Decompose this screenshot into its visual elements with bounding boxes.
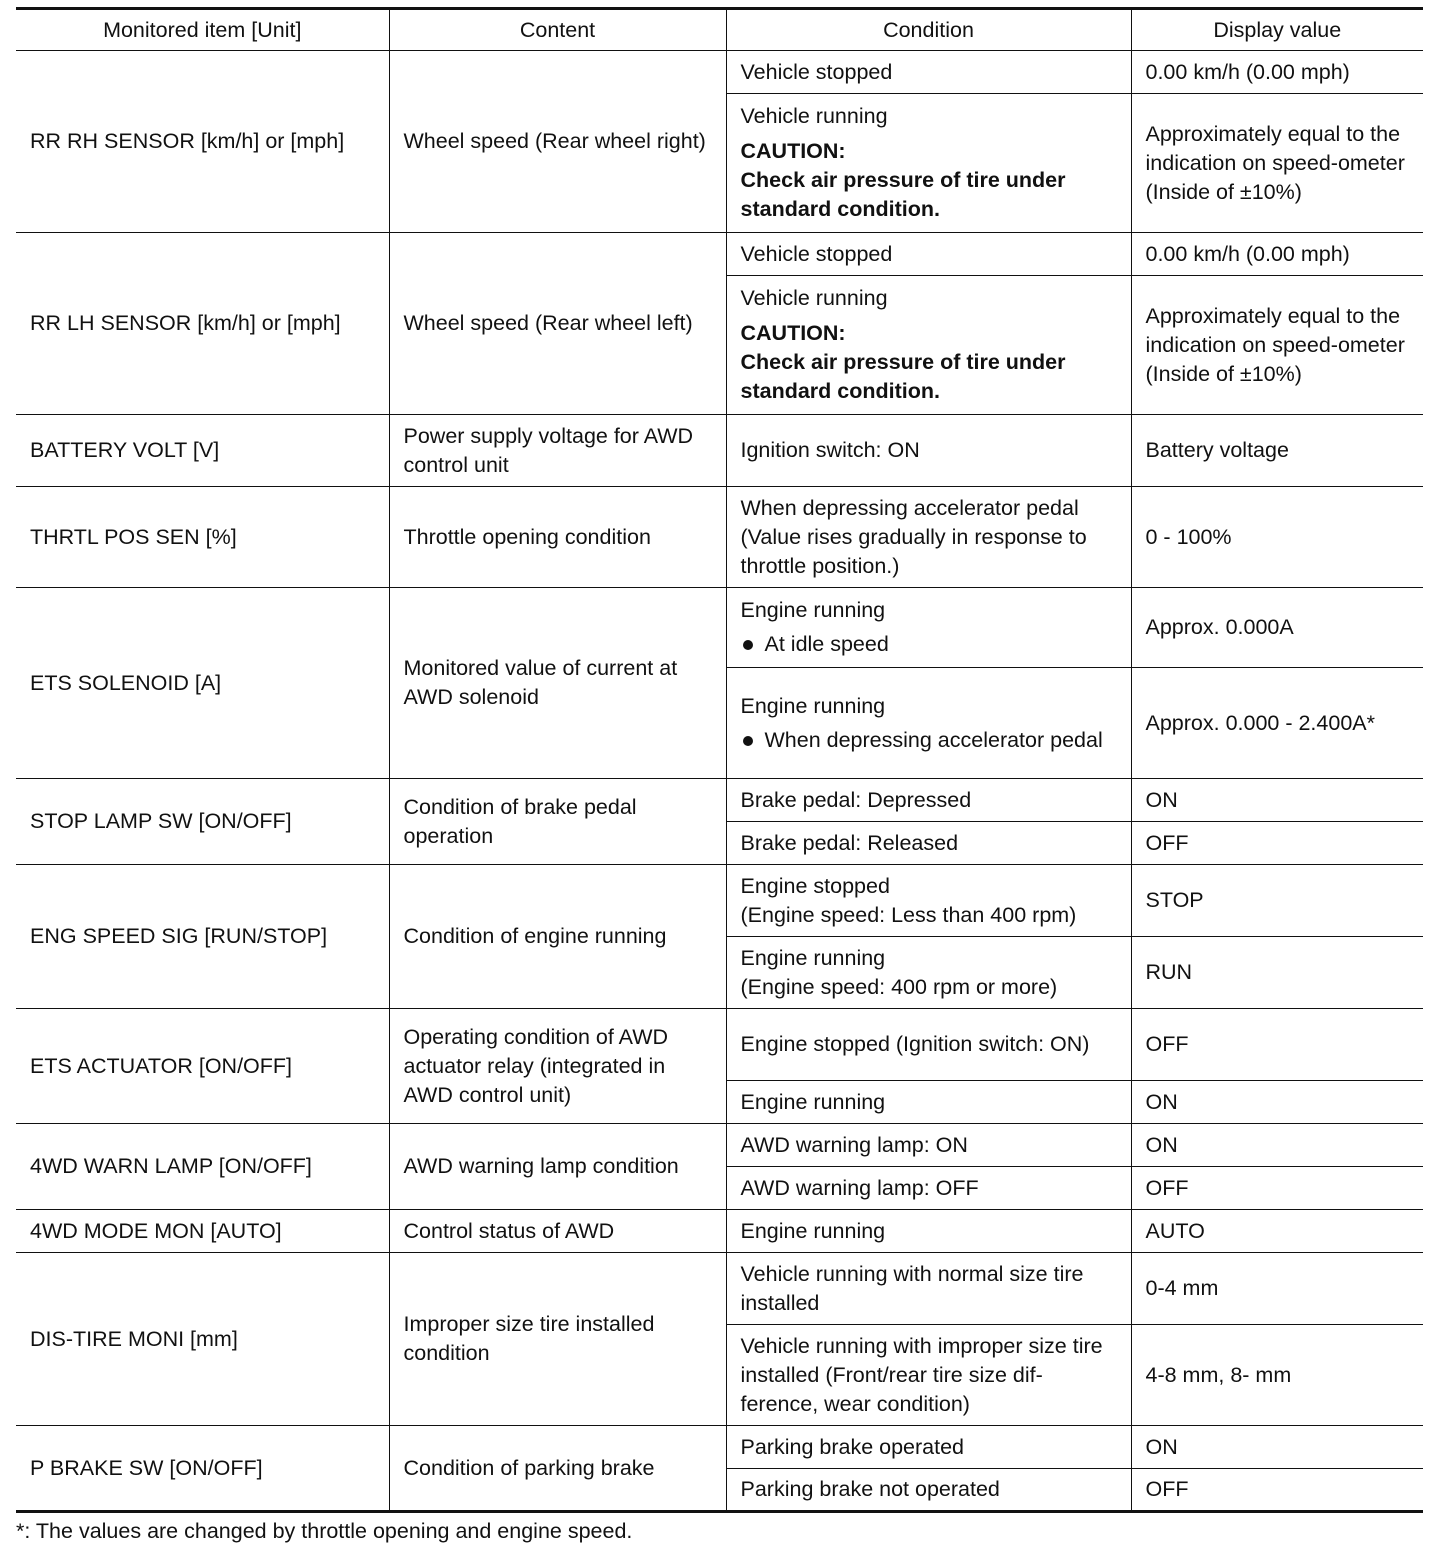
caution-text: Check air pressure of tire under standard condition. — [740, 350, 1066, 403]
content-cell: Condition of engine running — [389, 865, 726, 1009]
display-cell: RUN — [1131, 937, 1423, 1009]
condition-cell — [726, 588, 1131, 668]
condition-cell: Brake pedal: Depressed — [726, 779, 1131, 822]
condition-text: Engine running — [740, 598, 886, 622]
item-cell: BATTERY VOLT [V] — [16, 415, 389, 487]
display-cell: Battery voltage — [1131, 415, 1423, 487]
display-cell: OFF — [1131, 1469, 1423, 1512]
table-row — [16, 51, 1423, 94]
content-cell: Improper size tire installed condition — [389, 1253, 726, 1426]
condition-cell: Parking brake operated — [726, 1426, 1131, 1469]
item-cell: 4WD WARN LAMP [ON/OFF] — [16, 1124, 389, 1210]
bullet-icon — [743, 736, 753, 746]
header-condition: Condition — [726, 9, 1131, 51]
condition-detail: (Engine speed: Less than 400 rpm) — [740, 902, 1077, 927]
monitor-table — [16, 7, 1423, 1513]
item-cell: DIS-TIRE MONI [mm] — [16, 1253, 389, 1426]
display-cell: ON — [1131, 1124, 1423, 1167]
bullet-icon — [743, 640, 753, 650]
content-cell: Control status of AWD — [389, 1210, 726, 1253]
header-display: Display value — [1131, 9, 1423, 51]
header-item: Monitored item [Unit] — [16, 9, 389, 51]
condition-text: Vehicle running — [740, 104, 888, 128]
condition-cell: AWD warning lamp: OFF — [726, 1167, 1131, 1210]
header-row — [16, 9, 1423, 51]
table-row — [16, 779, 1423, 822]
bullet-text: When depressing accelerator pedal — [764, 727, 1103, 752]
table-row — [16, 1426, 1423, 1469]
content-cell: Wheel speed (Rear wheel left) — [389, 233, 726, 415]
item-cell: ETS SOLENOID [A] — [16, 588, 389, 779]
footnote: *: The values are changed by throttle opening and engine speed. — [16, 1519, 633, 1543]
display-cell: Approx. 0.000A — [1131, 588, 1423, 668]
condition-cell — [726, 94, 1131, 233]
table-row — [16, 865, 1423, 937]
condition-cell: Vehicle running with normal size tire installed — [726, 1253, 1131, 1325]
item-cell: STOP LAMP SW [ON/OFF] — [16, 779, 389, 865]
item-cell: RR LH SENSOR [km/h] or [mph] — [16, 233, 389, 415]
content-cell: Operating condition of AWD actuator relay (integrated in AWD control unit) — [389, 1009, 726, 1124]
display-cell: 0 - 100% — [1131, 487, 1423, 588]
display-cell: OFF — [1131, 1009, 1423, 1081]
content-cell: Throttle opening condition — [389, 487, 726, 588]
content-cell: Power supply voltage for AWD control unit — [389, 415, 726, 487]
condition-text: Engine stopped — [740, 873, 890, 898]
display-cell: ON — [1131, 779, 1423, 822]
condition-cell: Brake pedal: Released — [726, 822, 1131, 865]
item-cell: ENG SPEED SIG [RUN/STOP] — [16, 865, 389, 1009]
bullet-item — [741, 726, 1117, 755]
table-row — [16, 487, 1423, 588]
condition-cell — [726, 668, 1131, 779]
table-row — [16, 588, 1423, 668]
content-cell: Monitored value of current at AWD solenoid — [389, 588, 726, 779]
caution-label: CAUTION: — [740, 321, 846, 345]
display-cell: 0-4 mm — [1131, 1253, 1423, 1325]
caution-label: CAUTION: — [740, 139, 846, 163]
condition-text: Engine running — [740, 693, 886, 718]
condition-cell: Vehicle stopped — [726, 233, 1131, 276]
item-cell: RR RH SENSOR [km/h] or [mph] — [16, 51, 389, 233]
condition-cell: Engine running — [726, 1210, 1131, 1253]
header-content: Content — [389, 9, 726, 51]
condition-detail: (Engine speed: 400 rpm or more) — [740, 974, 1058, 999]
condition-text: Engine running — [740, 945, 886, 970]
condition-cell — [726, 937, 1131, 1009]
condition-cell: Engine stopped (Ignition switch: ON) — [726, 1009, 1131, 1081]
condition-cell: When depressing accelerator pedal (Value rises gradually in response to throttle position.) — [726, 487, 1131, 588]
condition-cell: Vehicle stopped — [726, 51, 1131, 94]
display-cell: AUTO — [1131, 1210, 1423, 1253]
display-cell: Approximately equal to the indication on speed-ometer (Inside of ±10%) — [1131, 94, 1423, 233]
item-cell: THRTL POS SEN [%] — [16, 487, 389, 588]
condition-cell: Ignition switch: ON — [726, 415, 1131, 487]
display-cell: Approximately equal to the indication on speed-ometer (Inside of ±10%) — [1131, 276, 1423, 415]
condition-text: Vehicle running — [740, 286, 888, 310]
item-cell: 4WD MODE MON [AUTO] — [16, 1210, 389, 1253]
display-cell: 4-8 mm, 8- mm — [1131, 1325, 1423, 1426]
condition-cell: AWD warning lamp: ON — [726, 1124, 1131, 1167]
condition-cell: Engine running — [726, 1081, 1131, 1124]
content-cell: AWD warning lamp condition — [389, 1124, 726, 1210]
table-row — [16, 415, 1423, 487]
display-cell: OFF — [1131, 1167, 1423, 1210]
display-cell: 0.00 km/h (0.00 mph) — [1131, 233, 1423, 276]
content-cell: Condition of parking brake — [389, 1426, 726, 1512]
bullet-text: At idle speed — [764, 632, 889, 656]
table-row — [16, 233, 1423, 276]
content-cell: Wheel speed (Rear wheel right) — [389, 51, 726, 233]
condition-cell: Parking brake not operated — [726, 1469, 1131, 1512]
content-cell: Condition of brake pedal operation — [389, 779, 726, 865]
item-cell: P BRAKE SW [ON/OFF] — [16, 1426, 389, 1512]
display-cell: STOP — [1131, 865, 1423, 937]
condition-cell — [726, 276, 1131, 415]
display-cell: Approx. 0.000 - 2.400A* — [1131, 668, 1423, 779]
table-row — [16, 1210, 1423, 1253]
table-row — [16, 1253, 1423, 1325]
condition-cell: Vehicle running with improper size tire installed (Front/rear tire size dif-ference, wear condition) — [726, 1325, 1131, 1426]
caution-text: Check air pressure of tire under standard condition. — [740, 168, 1066, 221]
bullet-item — [741, 630, 1117, 659]
table-row — [16, 1009, 1423, 1081]
display-cell: OFF — [1131, 822, 1423, 865]
condition-cell — [726, 865, 1131, 937]
item-cell: ETS ACTUATOR [ON/OFF] — [16, 1009, 389, 1124]
display-cell: ON — [1131, 1426, 1423, 1469]
display-cell: ON — [1131, 1081, 1423, 1124]
table-row — [16, 1124, 1423, 1167]
display-cell: 0.00 km/h (0.00 mph) — [1131, 51, 1423, 94]
